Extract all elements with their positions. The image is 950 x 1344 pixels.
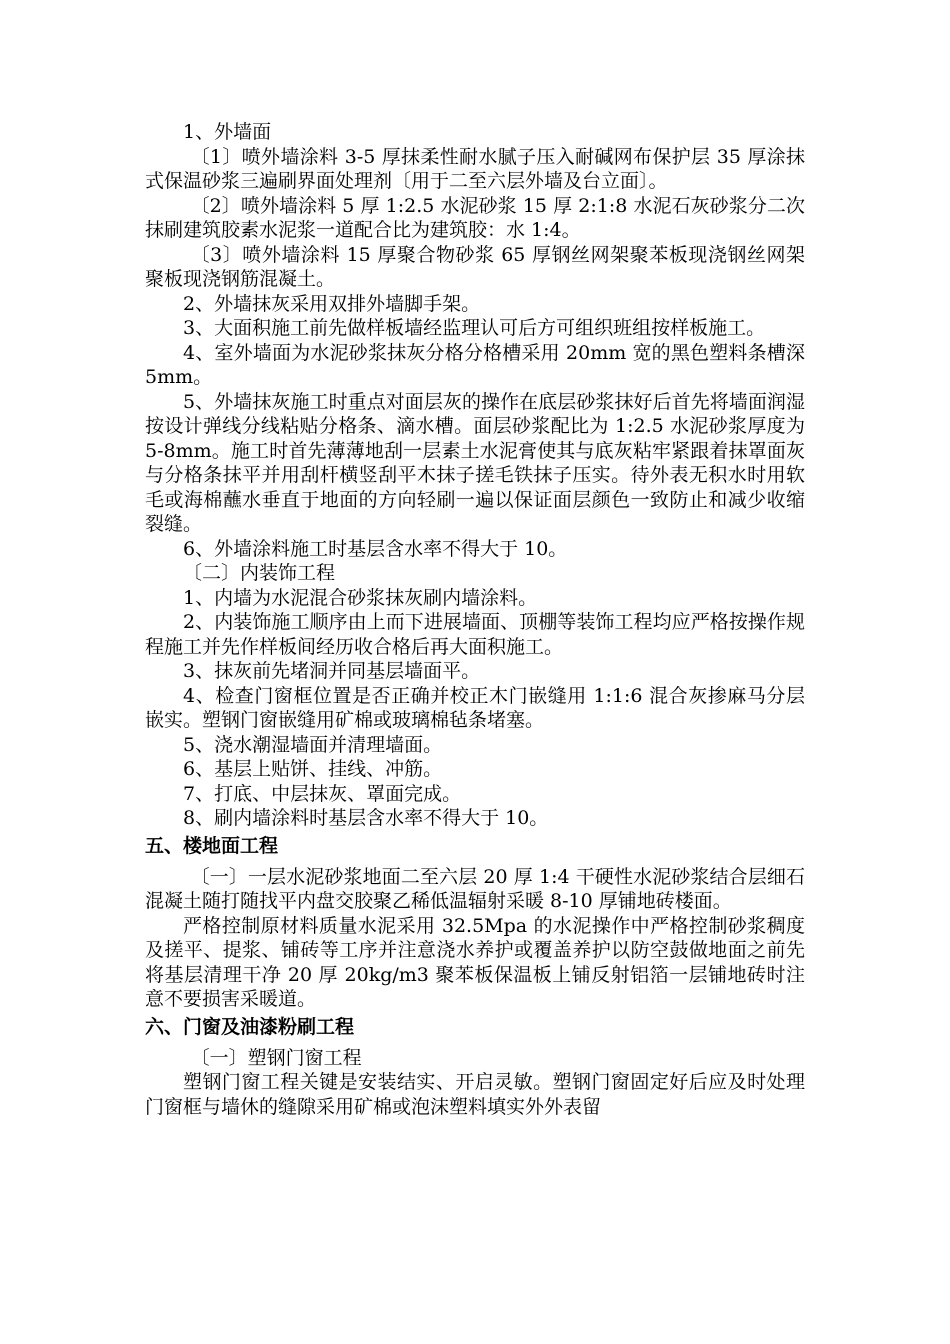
paragraph-interior-item-1: 1、内墙为水泥混合砂浆抹灰刷内墙涂料。 <box>183 586 538 609</box>
heading-floor-works: 五、楼地面工程 <box>145 834 279 857</box>
paragraph-plastic-steel-body: 塑钢门窗工程关键是安装结实、开启灵敏。塑钢门窗固定好后应及时处理门窗框与墙休的缝隙采用矿棉或泡沫塑料填实外外表留 <box>145 1071 805 1118</box>
paragraph-interior-item-3: 3、抹灰前先堵洞并同基层墙面平。 <box>183 660 481 682</box>
paragraph-interior-item-8: 8、刷内墙涂料时基层含水率不得大于 10。 <box>183 807 549 829</box>
paragraph-exterior-wall-title: 1、外墙面 <box>183 121 272 143</box>
paragraph-interior-item-7: 7、打底、中层抹灰、罩面完成。 <box>183 782 462 805</box>
paragraph-floor-layers: 〔一〕一层水泥砂浆地面二至六层 20 厚 1:4 干硬性水泥砂浆结合层细石混凝土随打随找平内盘交胶聚乙稀低温辐射采暖 8-10 厚铺地砖楼面。 <box>145 865 805 912</box>
paragraph-interior-item-2: 2、内装饰施工顺序由上而下进展墙面、顶棚等装饰工程均应严格按操作规程施工并先作样板间经历收合格后再大面积施工。 <box>145 611 805 658</box>
heading-doors-windows: 六、门窗及油漆粉刷工程 <box>145 1015 355 1038</box>
paragraph-interior-item-4: 4、检查门窗框位置是否正确并校正木门嵌缝用 1:1:6 混合灰掺麻马分层嵌实。塑钢门窗嵌缝用矿棉或玻璃棉毡条堵塞。 <box>145 684 805 731</box>
paragraph-plastic-steel-title: 〔一〕塑钢门窗工程 <box>190 1046 362 1069</box>
paragraph-scaffold: 2、外墙抹灰采用双排外墙脚手架。 <box>183 292 481 315</box>
paragraph-exterior-wall-item-1: 〔1〕喷外墙涂料 3-5 厚抹柔性耐水腻子压入耐碱网布保护层 35 厚涂抹式保温砂浆三遍刷界面处理剂〔用于二至六层外墙及台立面〕。 <box>145 145 805 192</box>
paragraph-interior-title: 〔二〕内装饰工程 <box>183 562 336 584</box>
document-page <box>145 120 805 1119</box>
paragraph-exterior-moisture: 6、外墙涂料施工时基层含水率不得大于 10。 <box>183 537 568 560</box>
paragraph-exterior-wall-item-3: 〔3〕喷外墙涂料 15 厚聚合物砂浆 65 厚钢丝网架聚苯板现浇钢丝网架聚板现浇钢筋混凝土。 <box>145 243 805 290</box>
paragraph-grid-groove: 4、室外墙面为水泥砂浆抹灰分格分格槽采用 20mm 宽的黑色塑料条槽深 5mm。 <box>145 341 805 388</box>
paragraph-interior-item-5: 5、浇水潮湿墙面并清理墙面。 <box>183 733 443 756</box>
paragraph-sample-wall: 3、大面积施工前先做样板墙经监理认可后方可组织班组按样板施工。 <box>183 317 766 339</box>
paragraph-interior-item-6: 6、基层上贴饼、挂线、冲筋。 <box>183 758 443 780</box>
paragraph-plastering-process: 5、外墙抹灰施工时重点对面层灰的操作在底层砂浆抹好后首先将墙面润湿按设计弹线分线粘贴分格条、滴水槽。面层砂浆配比为 1:2.5 水泥砂浆厚度为 5-8mm。施工时首先薄薄地刮一层素土水泥膏使其与底灰粘牢紧跟着抹罩面灰与分格条抹平并用刮杆横竖刮平木抹子搓毛铁抹子压实。待外表无积水时用软毛或海棉蘸水垂直于地面的方向轻刷一遍以保证面层颜色一致防止和减少收缩裂缝。 <box>145 390 805 535</box>
paragraph-floor-quality: 严格控制原材料质量水泥采用 32.5Mpa 的水泥操作中严格控制砂浆稠度及搓平、提浆、铺砖等工序并注意浇水养护或覆盖养护以防空鼓做地面之前先将基层清理干净 20 厚 20kg/m3 聚苯板保温板上铺反射铝箔一层铺地砖时注意不要损害采暖道。 <box>145 914 805 1010</box>
paragraph-exterior-wall-item-2: 〔2〕喷外墙涂料 5 厚 1:2.5 水泥砂浆 15 厚 2:1:8 水泥石灰砂浆分二次抹刷建筑胶素水泥浆一道配合比为建筑胶：水 1:4。 <box>145 194 805 241</box>
